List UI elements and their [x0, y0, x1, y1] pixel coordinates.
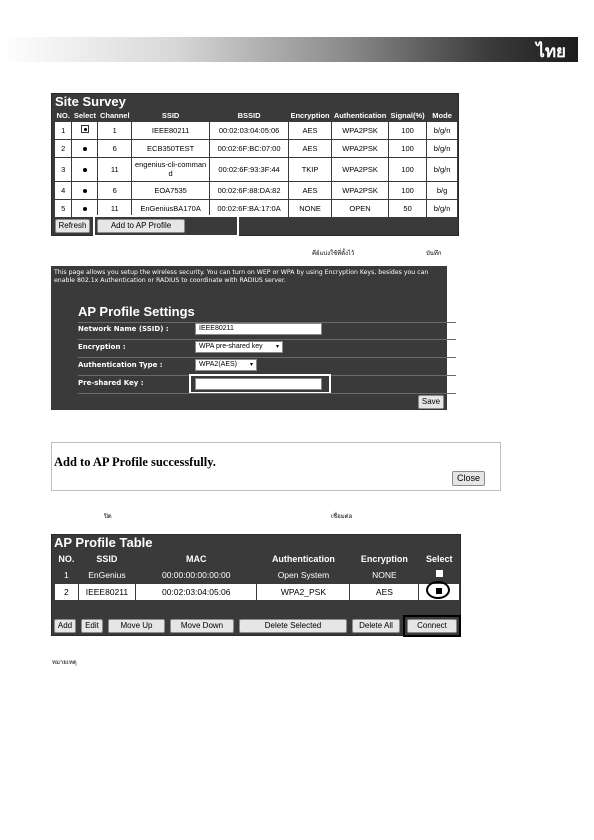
table-row[interactable]: [55, 139, 458, 157]
row-channel: 1: [98, 121, 132, 139]
table-row[interactable]: [55, 583, 460, 600]
col-mode: Mode: [432, 110, 452, 120]
row-no: 1: [55, 121, 72, 139]
row-no: 5: [55, 199, 72, 217]
table-row[interactable]: [55, 121, 458, 139]
add-button[interactable]: Add: [54, 619, 76, 633]
move-down-button[interactable]: Move Down: [170, 619, 234, 633]
row-auth: OPEN: [332, 199, 389, 217]
col-bssid: BSSID: [237, 110, 261, 120]
site-survey-title: Site Survey: [55, 94, 126, 109]
edit-button[interactable]: Edit: [81, 619, 103, 633]
chevron-down-icon[interactable]: ▾: [275, 344, 279, 350]
col-ssid: SSID: [161, 110, 180, 120]
divider: [78, 393, 456, 394]
row-encryption: AES: [288, 121, 331, 139]
col-select: Select: [73, 110, 96, 120]
select-radio[interactable]: [72, 181, 98, 199]
chevron-down-icon[interactable]: ▾: [249, 362, 253, 368]
row-bssid: 00:02:03:04:05:06: [210, 121, 289, 139]
row-no: 4: [55, 181, 72, 199]
ap-profile-table: [54, 553, 460, 601]
note-save: บันทึก: [426, 250, 442, 257]
add-to-ap-profile-button[interactable]: Add to AP Profile: [97, 219, 185, 233]
radio-dot-icon[interactable]: [83, 168, 87, 172]
row-encryption: AES: [288, 139, 331, 157]
row-encryption: TKIP: [288, 157, 331, 181]
language-label: ไทย: [536, 42, 566, 62]
profile-header-row: [55, 553, 460, 566]
settings-intro-text: This page allows you setup the wireless security. You can turn on WEP or WPA by using Encryption Keys, besides you can enable 802.1x Authentication or RADIUS to coordinate with RADIUS server.: [54, 269, 429, 284]
radio-dot-icon[interactable]: [83, 207, 87, 211]
row-bssid: 00:02:6F:BC:07:00: [210, 139, 289, 157]
row-mode: b/g: [427, 181, 458, 199]
table-row[interactable]: [55, 157, 458, 181]
highlight-circle: [426, 581, 450, 599]
note-preshared-key: คีย์แบ่งใช้ที่ตั้งไว้: [312, 250, 355, 257]
select-checkbox[interactable]: [419, 583, 460, 600]
row-mode: b/g/n: [427, 139, 458, 157]
row-mac: 00:02:03:04:05:06: [136, 583, 257, 600]
close-button[interactable]: Close: [452, 471, 485, 486]
preshared-key-label: Pre-shared Key :: [78, 379, 144, 387]
row-signal: 100: [389, 181, 427, 199]
row-ssid: ECB350TEST: [132, 139, 210, 157]
row-encryption: NONE: [350, 566, 419, 583]
row-bssid: 00:02:6F:88:DA:82: [210, 181, 289, 199]
connect-button[interactable]: Connect: [407, 619, 457, 633]
row-signal: 100: [389, 121, 427, 139]
auth-type-select-value: WPA2(AES): [199, 361, 237, 368]
row-ssid: engenius-cli-command: [132, 157, 210, 181]
divider: [78, 357, 456, 358]
row-ssid: IEEE80211: [78, 583, 135, 600]
row-auth: Open System: [257, 566, 350, 583]
ap-profile-table-panel: [51, 534, 461, 636]
row-mac: 00:00:00:00:00:00: [136, 566, 257, 583]
auth-type-select[interactable]: [195, 359, 257, 371]
row-encryption: NONE: [288, 199, 331, 217]
language-header-band: [0, 37, 578, 62]
site-survey-table: [54, 110, 458, 218]
checkbox-icon[interactable]: [436, 570, 443, 577]
profile-table-title: AP Profile Table: [54, 535, 153, 550]
save-button[interactable]: Save: [418, 395, 444, 409]
col-ssid: SSID: [96, 554, 118, 565]
row-auth: WPA2PSK: [332, 181, 389, 199]
row-no: 1: [55, 566, 79, 583]
row-signal: 100: [389, 157, 427, 181]
table-row[interactable]: [55, 566, 460, 583]
table-row[interactable]: [55, 181, 458, 199]
row-auth: WPA2PSK: [332, 139, 389, 157]
radio-dot-icon[interactable]: [83, 147, 87, 151]
col-select: Select: [425, 554, 453, 565]
select-radio[interactable]: [72, 121, 98, 139]
ssid-input[interactable]: IEEE80211: [195, 323, 322, 335]
row-channel: 6: [98, 139, 132, 157]
row-mode: b/g/n: [427, 157, 458, 181]
row-ssid: IEEE80211: [132, 121, 210, 139]
row-no: 2: [55, 583, 79, 600]
preshared-key-input[interactable]: [195, 378, 322, 390]
radio-dot-icon[interactable]: [83, 189, 87, 193]
row-encryption: AES: [350, 583, 419, 600]
col-encryption: Encryption: [290, 110, 330, 120]
settings-title: AP Profile Settings: [78, 304, 195, 319]
success-message: Add to AP Profile successfully.: [54, 455, 216, 469]
row-no: 3: [55, 157, 72, 181]
row-ssid: EOA7535: [132, 181, 210, 199]
note-connect: เชื่อมต่อ: [331, 513, 353, 520]
delete-all-button[interactable]: Delete All: [352, 619, 400, 633]
col-no: NO.: [58, 554, 75, 565]
site-survey-header-row: [55, 110, 458, 121]
col-encryption: Encryption: [360, 554, 408, 565]
row-ssid: EnGeniusBA170A: [132, 199, 210, 217]
row-channel: 6: [98, 181, 132, 199]
row-ssid: EnGenius: [78, 566, 135, 583]
row-signal: 50: [389, 199, 427, 217]
move-up-button[interactable]: Move Up: [108, 619, 165, 633]
row-encryption: AES: [288, 181, 331, 199]
row-bssid: 00:02:6F:93:3F:44: [210, 157, 289, 181]
divider: [78, 339, 456, 340]
refresh-button[interactable]: Refresh: [55, 219, 90, 233]
select-radio[interactable]: [72, 157, 98, 181]
col-no: NO.: [56, 110, 70, 120]
delete-selected-button[interactable]: Delete Selected: [239, 619, 347, 633]
row-signal: 100: [389, 139, 427, 157]
col-signal: Signal(%): [390, 110, 425, 120]
site-survey-panel: [51, 93, 459, 236]
note-close: ปิด: [104, 513, 112, 520]
col-channel: Channel: [99, 110, 130, 120]
row-no: 2: [55, 139, 72, 157]
row-auth: WPA2_PSK: [257, 583, 350, 600]
col-authentication: Authentication: [271, 554, 335, 565]
row-mode: b/g/n: [427, 199, 458, 217]
success-dialog: [51, 442, 501, 491]
encryption-select-value: WPA pre-shared key: [199, 343, 263, 350]
auth-type-label: Authentication Type :: [78, 361, 163, 369]
row-channel: 11: [98, 157, 132, 181]
col-authentication: Authentication: [333, 110, 387, 120]
select-radio[interactable]: [72, 139, 98, 157]
col-mac: MAC: [185, 554, 207, 565]
ap-profile-settings-panel: [51, 266, 447, 410]
row-bssid: 00:02:6F:BA:17:0A: [210, 199, 289, 217]
encryption-label: Encryption :: [78, 343, 126, 351]
encryption-select[interactable]: [195, 341, 283, 353]
radio-selected-icon[interactable]: [81, 125, 89, 133]
row-auth: WPA2PSK: [332, 157, 389, 181]
row-channel: 11: [98, 199, 132, 217]
remark-label: หมายเหตุ: [52, 659, 77, 666]
row-mode: b/g/n: [427, 121, 458, 139]
row-auth: WPA2PSK: [332, 121, 389, 139]
ssid-label: Network Name (SSID) :: [78, 325, 169, 333]
